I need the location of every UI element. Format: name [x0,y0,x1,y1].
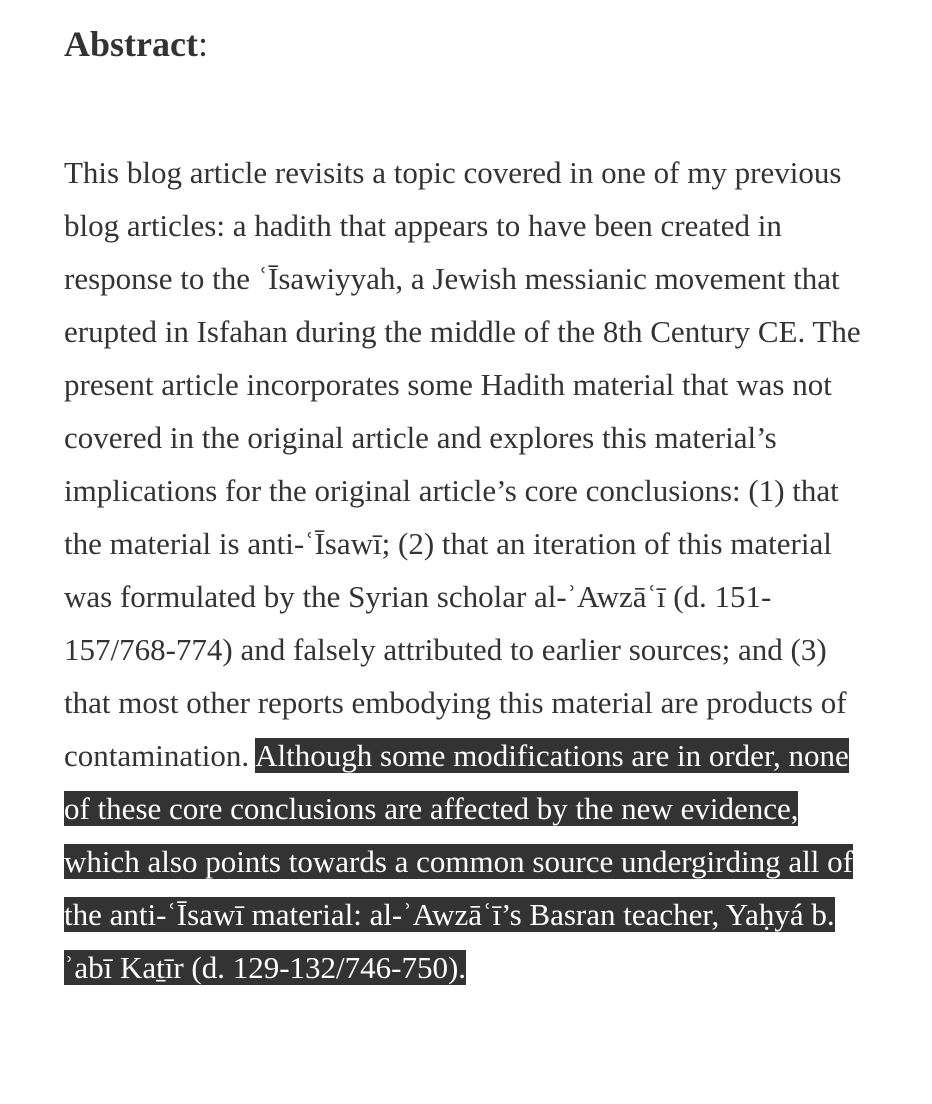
abstract-body-text: This blog article revisits a topic covered in one of my previous blog articles: a hadith that appears to have been created in response to the ʿĪsawiyyah, a Jewish messianic movement that erupted in Isfahan during the middle of the 8th Century CE. The present article incorporates some Hadith material that was not covered in the original article and explores this material’s implications for the original article’s core conclusions: (1) that the material is anti-ʿĪsawī; (2) that an iteration of this material was formulated by the Syrian scholar al-ʾAwzāʿī (d. 151-157/768-774) and falsely attributed to earlier sources; and (3) that most other reports embodying this material are products of contamination. [64,155,861,773]
abstract-heading [64,22,208,66]
abstract-heading-label: Abstract [64,24,198,64]
abstract-paragraph [64,146,874,994]
abstract-heading-colon: : [197,24,208,64]
selected-text-highlight[interactable]: Although some modifications are in order, none of these core conclusions are affected by the new evidence, which also points towards a common source undergirding all of the anti-ʿĪsawī material: al-ʾAwzāʿī’s Basran teacher, Yaḥyá b. ʾabī Kaṯīr (d. 129-132/746-750). [64,738,853,985]
